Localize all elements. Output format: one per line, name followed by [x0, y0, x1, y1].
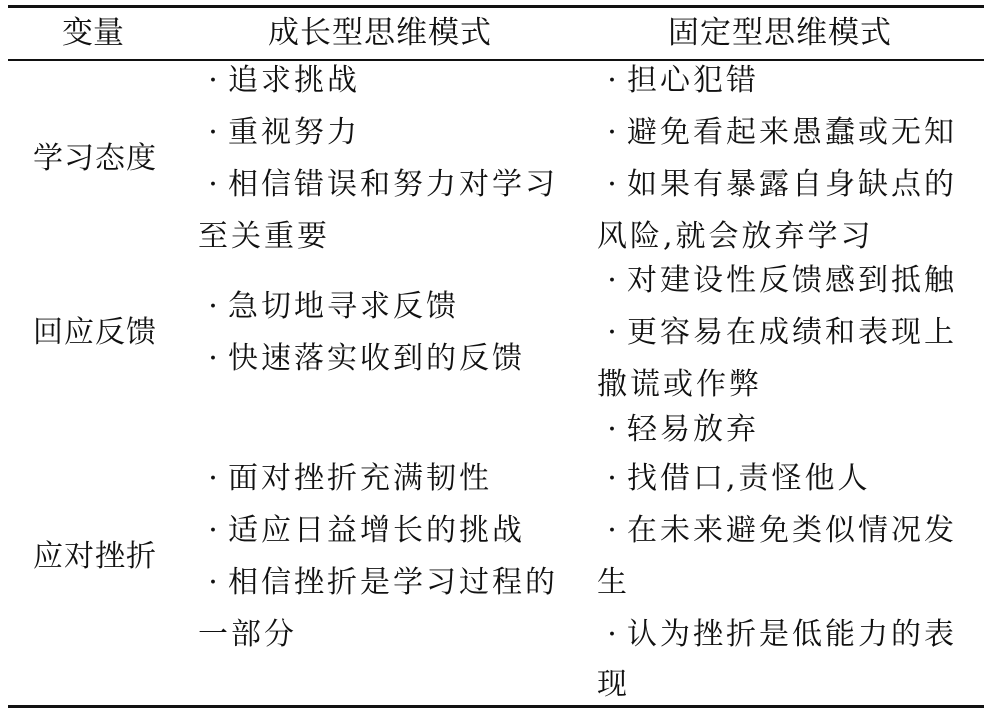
fixed-item-continuation: 生	[597, 565, 630, 600]
row-variable-feedback-response: 回应反馈	[33, 315, 157, 350]
fixed-item: · 如果有暴露自身缺点的	[607, 167, 957, 202]
fixed-item-continuation: 现	[597, 667, 630, 702]
fixed-item: · 认为挫折是低能力的表	[607, 617, 957, 652]
fixed-item: · 避免看起来愚蠢或无知	[607, 115, 957, 150]
growth-item: · 适应日益增长的挑战	[208, 513, 525, 548]
fixed-item-continuation: 风险,就会放弃学习	[597, 219, 874, 254]
growth-item: · 面对挫折充满韧性	[208, 461, 492, 496]
fixed-item: · 找借口,责怪他人	[607, 461, 871, 496]
header-fixed-mindset: 固定型思维模式	[668, 15, 892, 51]
fixed-item: · 担心犯错	[607, 63, 759, 98]
growth-item-continuation: 至关重要	[198, 219, 330, 254]
header-variable: 变量	[62, 15, 124, 51]
row-variable-learning-attitude: 学习态度	[33, 141, 157, 176]
growth-item: · 快速落实收到的反馈	[208, 341, 525, 376]
fixed-item: · 更容易在成绩和表现上	[607, 315, 957, 350]
header-rule	[8, 59, 984, 61]
header-growth-mindset: 成长型思维模式	[268, 15, 492, 51]
growth-item-continuation: 一部分	[198, 617, 297, 652]
growth-item: · 相信错误和努力对学习	[208, 167, 558, 202]
growth-item: · 追求挑战	[208, 63, 360, 98]
fixed-item-continuation: 撒谎或作弊	[597, 367, 762, 402]
growth-item: · 重视努力	[208, 115, 360, 150]
row-variable-setback-handling: 应对挫折	[33, 539, 157, 574]
fixed-item: · 在未来避免类似情况发	[607, 513, 957, 548]
bottom-rule	[8, 705, 984, 708]
growth-item: · 相信挫折是学习过程的	[208, 565, 558, 600]
fixed-item: · 对建设性反馈感到抵触	[607, 263, 957, 298]
growth-item: · 急切地寻求反馈	[208, 289, 459, 324]
fixed-item: · 轻易放弃	[607, 412, 759, 447]
